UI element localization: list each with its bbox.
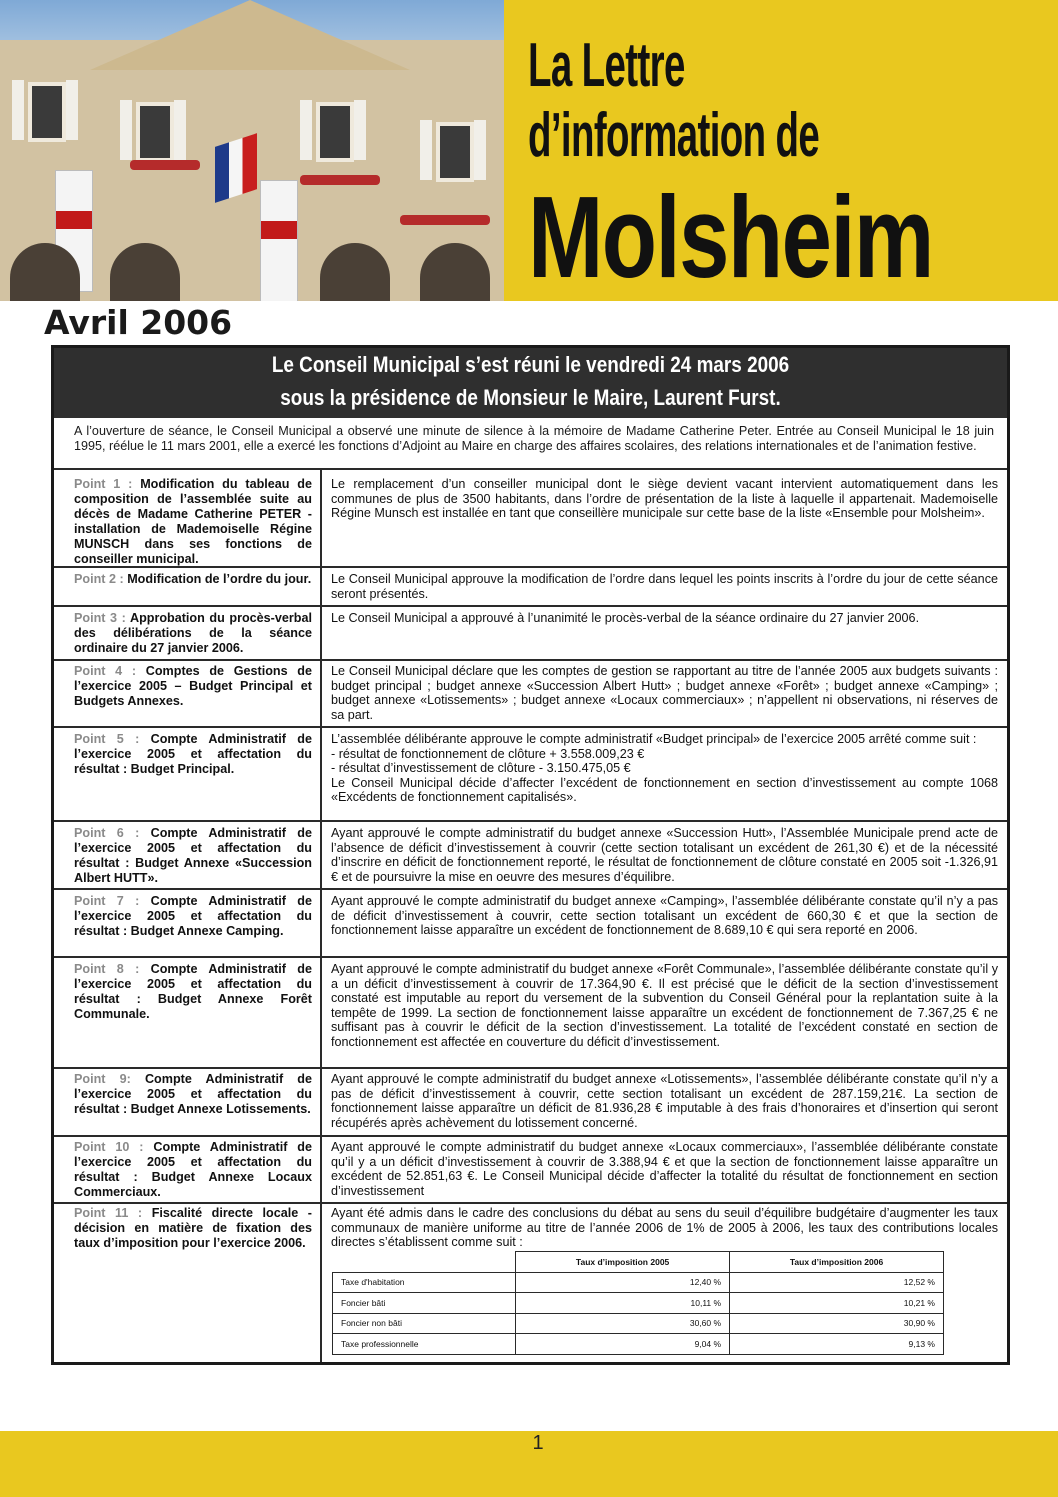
row-divider [54,956,1007,958]
point-label: Point 4 : [74,664,137,678]
point-title-text: Compte Administratif de l’exercice 2005 et affectation du résultat : Budget Annexe «Succession Albert HUTT». [74,826,312,885]
row-divider [54,1202,1007,1204]
row-divider [54,605,1007,607]
point-label: Point 2 : [74,572,124,586]
point-11-text: Ayant été admis dans le cadre des conclusions du débat au sens du seuil d’équilibre budgétaire d’augmenter les taux communaux de manière uniforme au titre de l’année 2006 de 1% de 2005 à 2006, les taux des contributions locales directes s’établissent comme suit : [331,1206,998,1249]
headline-line2: sous la présidence de Monsieur le Maire, Laurent Furst. [280,385,781,410]
tax-row-label: Foncier bâti [333,1293,516,1314]
point-3-title [74,611,312,656]
point-label: Point 7 : [74,894,140,908]
tax-table-row [333,1313,944,1334]
point-5-text-line: Le Conseil Municipal décide d’affecter l’excédent de fonctionnement en section d’investissement au compte 1068 «Excédents de fonctionnement capitalisés». [331,775,998,804]
photo-flower-box [300,175,380,185]
point-label: Point 3 : [74,611,126,625]
point-2-title [74,572,312,587]
point-label: Point 9: [74,1072,131,1086]
tax-table-row [333,1334,944,1355]
tax-rate-2005: 9,04 % [516,1334,730,1355]
point-title-text: Compte Administratif de l’exercice 2005 et affectation du résultat : Budget Principal. [74,732,312,776]
tax-rate-2006: 30,90 % [730,1313,944,1334]
issue-date: Avril 2006 [44,303,233,342]
point-label: Point 11 : [74,1206,143,1220]
tax-row-label: Taxe professionnelle [333,1334,516,1355]
newsletter-title-town: Molsheim [528,172,933,302]
point-7-title [74,894,312,939]
point-5-text-line: - résultat de fonctionnement de clôture + 3.558.009,23 € [331,746,645,761]
point-title-text: Compte Administratif de l’exercice 2005 et affectation du résultat : Budget Annexe Forêt Communale. [74,962,312,1021]
tax-rate-2005: 30,60 % [516,1313,730,1334]
tax-table-row [333,1293,944,1314]
point-9-text: Ayant approuvé le compte administratif du budget annexe «Lotissements», l’assemblée délibérante constate qu’il n’y a pas de déficit d’investissement à couvrir, cette section totalisant un excédent de 287.159,21€. La section de fonctionnement laisse apparaître un déficit de 81.936,28 € imputable à des frais d’honoraires et d’insertion qui seront récupérés après achèvement du lotissement concerné. [331,1072,998,1130]
row-divider [54,888,1007,890]
point-4-text: Le Conseil Municipal déclare que les comptes de gestion se rapportant au titre de l’année 2005 aux budgets suivants : budget principal ; budget annexe «Succession Albert Hutt» ; budget annexe «Forêt» ; budget annexe «Camping» ; budget annexe «Lotissements» ; budget annexe «Locaux commerciaux» ; n’appellent ni observations, ni réserves de sa part. [331,664,998,722]
point-3-text: Le Conseil Municipal a approuvé à l’unanimité le procès-verbal de la séance ordinaire du 27 janvier 2006. [331,611,920,625]
headline-line1: Le Conseil Municipal s’est réuni le vendredi 24 mars 2006 [271,352,790,377]
point-1-title [74,477,312,567]
tax-rate-2006: 9,13 % [730,1334,944,1355]
point-title-text: Compte Administratif de l’exercice 2005 et affectation du résultat : Budget Annexe Camping. [74,894,312,938]
tax-rate-2005: 10,11 % [516,1293,730,1314]
point-title-text: Modification du tableau de composition de l’assemblée suite au décès de Madame Catherine PETER - installation de Mademoiselle Régine MUNSCH dans ses fonctions de conseiller municipal. [74,477,313,566]
tax-table-header-2005: Taux d’imposition 2005 [516,1252,730,1273]
tax-rate-2005: 12,40 % [516,1272,730,1293]
point-5-text [331,732,998,805]
tax-row-label: Taxe d'habitation [333,1272,516,1293]
photo-window [136,102,174,162]
row-divider [54,726,1007,728]
tax-rate-2006: 10,21 % [730,1293,944,1314]
photo-shutter [120,100,132,160]
photo-shutter [66,80,78,140]
point-10-text: Ayant approuvé le compte administratif du budget annexe «Locaux commerciaux», l’assemblée délibérante constate qu’il y a un déficit d’investissement à couvrir de 3.388,94 € et que la section de fonctionnement laisse apparaître un excédent de 52.851,63 €. Le Conseil Municipal décide d’affecter la totalité du résultat de fonctionnement en section d’investissement [331,1140,998,1198]
point-title-text: Compte Administratif de l’exercice 2005 et affectation du résultat : Budget Annexe Lotissements. [74,1072,312,1116]
point-8-text: Ayant approuvé le compte administratif du budget annexe «Forêt Communale», l’assemblée délibérante constate qu’il y a un déficit d’investissement à couvrir de 17.364,90 €. Il est précisé que le déficit de la section d’investissement constaté est imputable au report du versement de la subvention du Conseil Général pour la replantation suite à la tempête de 1999. La section de fonctionnement laisse apparaître un excédent de fonctionnement de 7.367,25 € ne suffisant pas à couvrir le déficit de la section d’investissement. La totalité de l’excédent constaté en section de fonctionnement est affectée en couverture du déficit d’investissement. [331,962,998,1049]
point-6-title [74,826,312,886]
photo-banner-stripe [56,211,92,229]
newsletter-title-line1: La Lettre [528,31,685,100]
tax-rate-2006: 12,52 % [730,1272,944,1293]
point-2-text: Le Conseil Municipal approuve la modification de l’ordre dans lequel les points inscrits à l’ordre du jour de cette séance seront présentés. [331,572,998,601]
town-hall-photo [0,0,504,301]
point-5-title [74,732,312,777]
point-title-text: Comptes de Gestions de l’exercice 2005 – Budget Principal et Budgets Annexes. [74,664,312,708]
page-number: 1 [532,1432,544,1454]
point-title-text: Modification de l’ordre du jour. [127,572,312,586]
council-minutes-box [51,345,1010,1365]
point-11-title [74,1206,312,1251]
intro-paragraph: A l’ouverture de séance, le Conseil Municipal a observé une minute de silence à la mémoire de Madame Catherine Peter. Entrée au Conseil Municipal le 18 juin 1995, réélue le 11 mars 2001, elle a exercé les fonctions d’Adjoint au Maire en charge des affaires scolaires, des relations internationales et de l’animation festive. [74,424,994,453]
point-8-title [74,962,312,1022]
row-divider [54,820,1007,822]
photo-banner-stripe [261,221,297,239]
point-title-text: Compte Administratif de l’exercice 2005 et affectation du résultat : Budget Annexe Locaux Commerciaux. [74,1140,312,1199]
photo-shutter [174,100,186,160]
point-1-text: Le remplacement d’un conseiller municipal dont le siège devient vacant intervient automatiquement dans les communes de plus de 3500 habitants, dans l’ordre de présentation de la liste à laquelle il appartenait. Mademoiselle Régine Munsch est installée en tant que conseillère municipale sur cette base de la liste «Ensemble pour Molsheim». [331,477,998,520]
row-divider [54,468,1007,470]
headline-banner [54,348,1007,418]
tax-row-label: Foncier non bâti [333,1313,516,1334]
tax-table-header-row [333,1252,944,1273]
point-5-text-line: L’assemblée délibérante approuve le compte administratif «Budget principal» de l’exercice 2005 arrêté comme suit : [331,732,977,746]
tax-table-corner [333,1252,516,1273]
photo-shutter [12,80,24,140]
photo-banner [260,180,298,301]
photo-window [316,102,354,162]
point-10-title [74,1140,312,1200]
point-6-text: Ayant approuvé le compte administratif du budget annexe «Succession Hutt», l’Assemblée Municipale prend acte de l’absence de déficit d’investissement à couvrir (cette section totalisant un excédent de 261,30 €) et de la nécessité d’inscrire en déficit de fonctionnement reporté, le résultat de fonctionnement de clôture constaté en 2005 soit -1.326,91 € et de poursuivre la mise en oeuvre des mesures d’équilibre. [331,826,998,884]
point-title-text: Fiscalité directe locale - décision en matière de fixation des taux d’imposition pour l’exercice 2006. [74,1206,313,1250]
point-label: Point 5 : [74,732,140,746]
photo-window [436,122,474,182]
photo-flower-box [400,215,490,225]
point-label: Point 10 : [74,1140,144,1154]
photo-shutter [474,120,486,180]
point-9-title [74,1072,312,1117]
point-4-title [74,664,312,709]
row-divider [54,1067,1007,1069]
point-7-text: Ayant approuvé le compte administratif du budget annexe «Camping», l’assemblée délibérante constate qu’il n’y a pas de déficit d’investissement à couvrir, cette section totalisant un excédent de 660,30 € et que la section de fonctionnement laisse apparaître un excédent de fonctionnement de 8.689,10 € qui sera reporté en 2006. [331,894,998,937]
newsletter-title-line2: d’information de [528,101,820,170]
photo-window [28,82,66,142]
row-divider [54,1135,1007,1137]
point-label: Point 1 : [74,477,133,491]
point-title-text: Approbation du procès-verbal des délibérations de la séance ordinaire du 27 janvier 2006. [74,611,312,655]
tax-table-header-2006: Taux d’imposition 2006 [730,1252,944,1273]
point-label: Point 8 : [74,962,140,976]
photo-flower-box [130,160,200,170]
column-divider [320,470,322,1362]
tax-rates-table [332,1251,944,1355]
photo-shutter [354,100,366,160]
photo-shutter [300,100,312,160]
point-label: Point 6 : [74,826,140,840]
tax-table-row [333,1272,944,1293]
row-divider [54,566,1007,568]
point-5-text-line: - résultat d’investissement de clôture - 3.150.475,05 € [331,761,631,775]
photo-shutter [420,120,432,180]
row-divider [54,659,1007,661]
